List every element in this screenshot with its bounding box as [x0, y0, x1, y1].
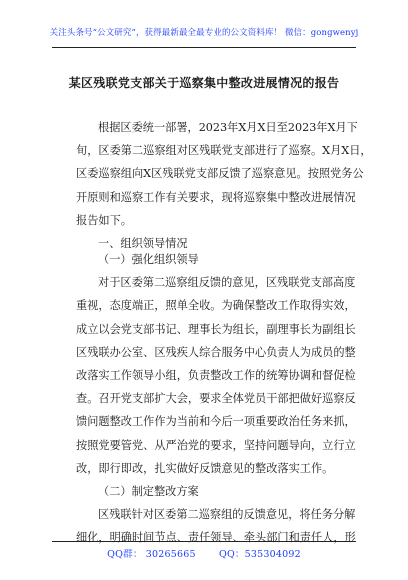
body-line: 改落实工作领导小组，负责整改工作的统筹协调和督促检: [76, 368, 356, 382]
footer: [0, 546, 408, 560]
body-line: 区残联针对区委第二巡察组的反馈意见，将任务分解: [98, 508, 356, 522]
body-line: 馈问题整改工作作为当前和今后一项重要政治任务来抓，: [76, 415, 356, 429]
intro-line: 根据区委统一部署，2023年X月X日至2023年X月下: [98, 121, 358, 134]
subsection-heading: （二）制定整改方案: [98, 484, 199, 498]
intro-paragraph: [76, 116, 372, 255]
section-body: [76, 248, 356, 549]
footer-divider: [52, 541, 356, 542]
body-line: 按照党要管党、从严治党的要求，坚持问题导向，立行立: [76, 438, 356, 452]
subsection-heading: （一）强化组织领导: [98, 253, 199, 266]
document-title: 某区残联党支部关于巡察集中整改进展情况的报告: [68, 76, 340, 90]
body-line: 查。召开党支部扩大会，要求全体党员干部把做好巡察反: [76, 392, 356, 406]
body-line: 对于区委第二巡察组反馈的意见，区残联党支部高度: [98, 276, 356, 290]
section-heading: 一、组织领导情况: [98, 236, 188, 250]
footer-qq[interactable]: QQ：535304092: [218, 549, 301, 560]
body-line: 细化，明确时间节点、责任领导、牵头部门和责任人，形: [76, 531, 356, 545]
intro-line: 开原则和巡察工作有关要求，现将巡察集中整改进展情况: [76, 190, 356, 204]
footer-qq-group[interactable]: QQ群： 30265665: [107, 549, 196, 560]
intro-line: 报告如下。: [76, 213, 132, 227]
intro-line: 旬，区委第二巡察组对区残联党支部进行了巡察。X月X日，: [76, 144, 372, 158]
body-line: 成立以会党支部书记、理事长为组长，副理事长为副组长: [76, 322, 356, 336]
body-line: 区残联办公室、区残疾人综合服务中心负责人为成员的整: [76, 345, 356, 359]
intro-line: 区委巡察组向X区残联党支部反馈了巡察意见。按照党务公: [76, 167, 364, 181]
header-notice[interactable]: 关注头条号“公文研究”，获得最新最全最专业的公文资料库！ 微信：gongwenyj: [49, 28, 359, 38]
body-line: 重视，态度端正，照单全收。为确保整改工作取得实效，: [76, 299, 356, 313]
header-divider: [52, 47, 356, 48]
body-line: 改，即行即改，扎实做好反馈意见的整改落实工作。: [76, 461, 334, 475]
